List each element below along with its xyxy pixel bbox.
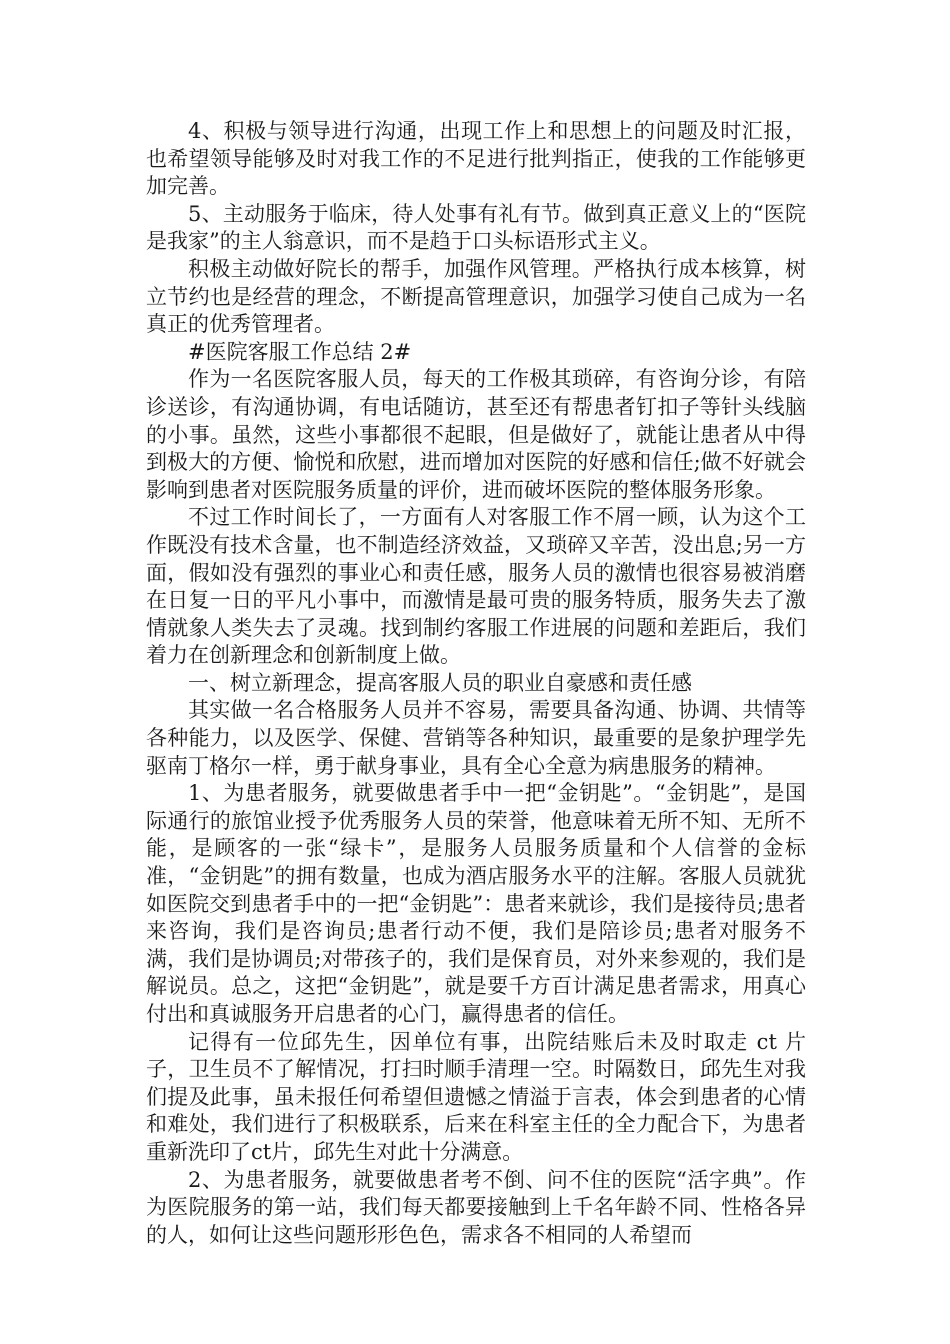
paragraph-golden-key: 1、为患者服务，就要做患者手中一把“金钥匙”。“金钥匙”，是国际通行的旅馆业授予优秀服务人员的荣誉，他意味着无所不知、无所不能，是顾客的一张“绿卡”，是服务人员服务质量和个人信誉的金标准，“金钥匙”的拥有数量，也成为酒店服务水平的注解。客服人员就犹如医院交到患者手中的一把“金钥匙”：患者来就诊，我们是接待员;患者来咨询，我们是咨询员;患者行动不便，我们是陪诊员;患者对服务不满，我们是协调员;对带孩子的，我们是保育员，对外来参观的，我们是解说员。总之，这把“金钥匙”，就是要千方百计满足患者需求，用真心付出和真诚服务开启患者的心门，赢得患者的信任。 (146, 781, 806, 1026)
paragraph-problems: 不过工作时间长了，一方面有人对客服工作不屑一顾，认为这个工作既没有技术含量，也不制造经济效益，又琐碎又辛苦，没出息;另一方面，假如没有强烈的事业心和责任感，服务人员的激情也很容易被消磨在日复一日的平凡小事中，而激情是最可贵的服务特质，服务失去了激情就象人类失去了灵魂。找到制约客服工作进展的问题和差距后，我们着力在创新理念和创新制度上做。 (146, 505, 806, 668)
paragraph-qualified-staff: 其实做一名合格服务人员并不容易，需要具备沟通、协调、共情等各种能力，以及医学、保健、营销等各种知识，最重要的是象护理学先驱南丁格尔一样，勇于献身事业，具有全心全意为病患服务的精神。 (146, 698, 806, 778)
paragraph-mr-qiu: 记得有一位邱先生，因单位有事，出院结账后未及时取走 ct 片子，卫生员不了解情况，打扫时顺手清理一空。时隔数日，邱先生对我们提及此事，虽未报任何希望但遗憾之情溢于言表，体会到患者的心情和难处，我们进行了积极联系，后来在科室主任的全力配合下，为患者重新洗印了ct片，邱先生对此十分满意。 (146, 1029, 806, 1164)
paragraph-living-dictionary: 2、为患者服务，就要做患者考不倒、问不住的医院“活字典”。作为医院服务的第一站，我们每天都要接触到上千名年龄不同、性格各异的人，如何让这些问题形形色色，需求各不相同的人希望而 (146, 1167, 806, 1247)
paragraph-item-4: 4、积极与领导进行沟通，出现工作上和思想上的问题及时汇报，也希望领导能够及时对我工作的不足进行批判指正，使我的工作能够更加完善。 (146, 119, 806, 199)
paragraph-item-5: 5、主动服务于临床，待人处事有礼有节。做到真正意义上的“医院是我家”的主人翁意识，而不是趋于口头标语形式主义。 (146, 201, 806, 254)
paragraph-intro: 作为一名医院客服人员，每天的工作极其琐碎，有咨询分诊，有陪诊送诊，有沟通协调，有电话随访，甚至还有帮患者钉扣子等针头线脑的小事。虽然，这些小事都很不起眼，但是做好了，就能让患者从中得到极大的方便、愉悦和欣慰，进而增加对医院的好感和信任;做不好就会影响到患者对医院服务质量的评价，进而破坏医院的整体服务形象。 (146, 367, 806, 502)
document-body (146, 118, 806, 1249)
paragraph-management: 积极主动做好院长的帮手，加强作风管理。严格执行成本核算，树立节约也是经营的理念，不断提高管理意识，加强学习使自己成为一名真正的优秀管理者。 (146, 256, 806, 337)
section-heading-summary-2: #医院客服工作总结 2# (188, 339, 412, 364)
section-heading-new-concept: 一、树立新理念，提高客服人员的职业自豪感和责任感 (188, 670, 692, 695)
